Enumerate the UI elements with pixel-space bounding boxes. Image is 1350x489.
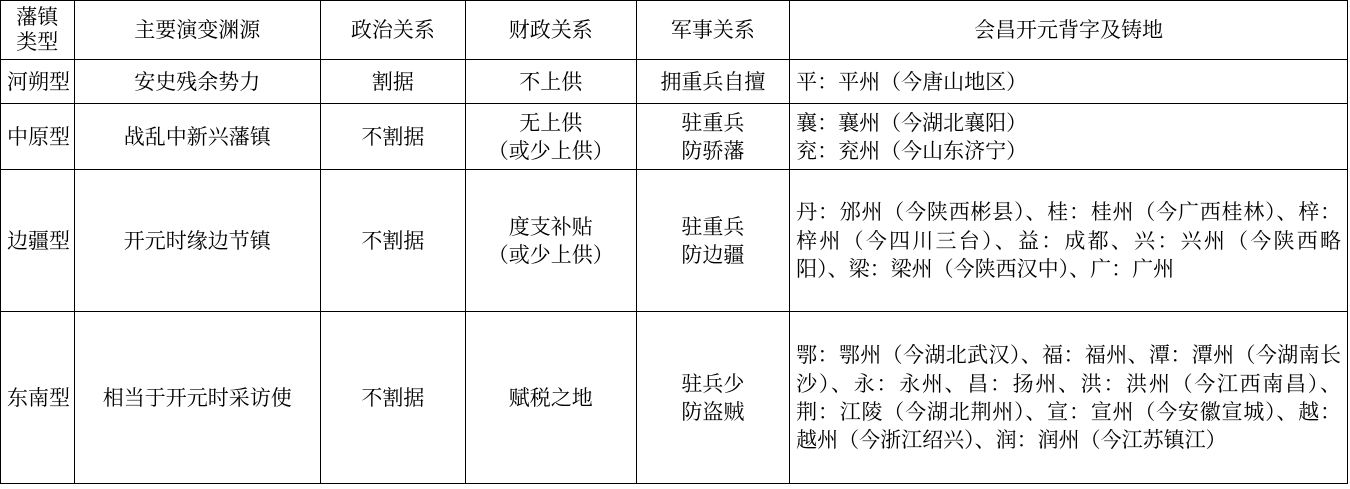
row2-type: 边疆型 [1,170,75,312]
header-cell-origin: 主要演变渊源 [74,1,320,60]
header-cell-coins: 会昌开元背字及铸地 [790,1,1348,60]
row0-type: 河朔型 [1,60,75,104]
row2-coins: 丹：邠州（今陕西彬县）、桂：桂州（今广西桂林）、梓：梓州（今四川三台）、益：成都、兴：兴州（今陕西略阳）、梁：梁州（今陕西汉中）、广：广州 [790,170,1348,312]
row1-fiscal-line2: （或少上供） [487,138,614,163]
row2-political: 不割据 [320,170,465,312]
row3-coins: 鄂：鄂州（今湖北武汉）、福：福州、潭：潭州（今湖南长沙）、永：永州、昌：扬州、洪：洪州（今江西南昌）、荆：江陵（今湖北荆州）、宣：宣州（今安徽宣城）、越：越州（今浙江绍兴）、润：润州（今江苏镇江） [790,312,1348,484]
table-header-row [1,1,1348,60]
table-row [1,60,1348,104]
row1-political: 不割据 [320,104,465,170]
row1-type: 中原型 [1,104,75,170]
row0-political: 割据 [320,60,465,104]
row2-fiscal-line1: 度支补贴 [508,214,593,239]
row1-coins [790,104,1348,170]
row2-military-line2: 防边疆 [681,242,745,267]
row0-fiscal: 不上供 [465,60,636,104]
row2-military-line1: 驻重兵 [681,214,745,239]
row2-fiscal [465,170,636,312]
table-row [1,312,1348,484]
row3-type: 东南型 [1,312,75,484]
row1-coins-line1: 襄：襄州（今湖北襄阳） [796,110,1028,135]
row3-military-line1: 驻兵少 [681,371,745,396]
header-cell-military: 军事关系 [636,1,790,60]
header-cell-political: 政治关系 [320,1,465,60]
row2-fiscal-line2: （或少上供） [487,242,614,267]
header-cell-type [1,1,75,60]
header-type-line1: 藩镇 [16,5,59,29]
row3-fiscal: 赋税之地 [465,312,636,484]
row2-military [636,170,790,312]
row3-military-line2: 防盗贼 [681,399,745,424]
row0-origin: 安史残余势力 [74,60,320,104]
row1-military [636,104,790,170]
row0-coins: 平：平州（今唐山地区） [790,60,1348,104]
table-row [1,170,1348,312]
row1-military-line2: 防骄藩 [681,138,745,163]
row3-origin: 相当于开元时采访使 [74,312,320,484]
row1-fiscal [465,104,636,170]
row2-origin: 开元时缘边节镇 [74,170,320,312]
row1-military-line1: 驻重兵 [681,110,745,135]
row1-fiscal-line1: 无上供 [519,110,583,135]
row1-coins-line2: 兖：兖州（今山东济宁） [796,138,1028,163]
table-row [1,104,1348,170]
row3-political: 不割据 [320,312,465,484]
header-type-line2: 类型 [16,30,59,55]
header-cell-fiscal: 财政关系 [465,1,636,60]
row3-military [636,312,790,484]
row1-origin: 战乱中新兴藩镇 [74,104,320,170]
row0-military: 拥重兵自擅 [636,60,790,104]
